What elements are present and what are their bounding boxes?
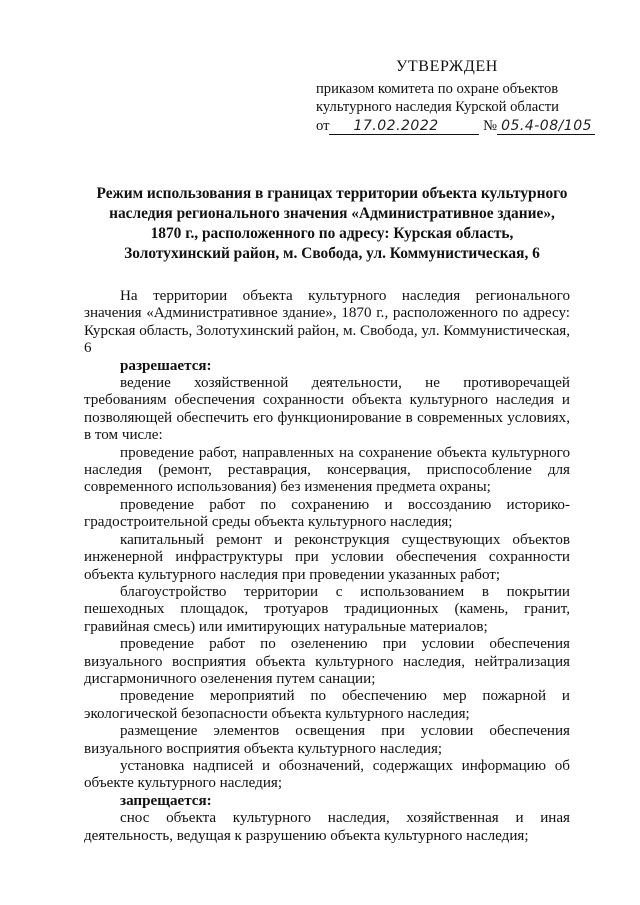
allowed-item: размещение элементов освещения при условии обеспечения визуального восприятия объекта культурного наследия; — [84, 723, 570, 757]
order-date-field — [329, 118, 479, 135]
order-date-number — [316, 118, 595, 136]
intro-paragraph: На территории объекта культурного наследия регионального значения «Административное здание», 1870 г., расположенного по адресу: Курская область, Золотухинский район, м. Свобода, ул. Коммунистическая, 6 — [84, 288, 570, 357]
title-line-1: Режим использования в границах территории объекта культурного — [96, 185, 568, 202]
allowed-item: благоустройство территории с использованием в покрытии пешеходных площадок, тротуаров традиционных (камень, гранит, гравийная смесь) или имитирующих натуральные материалов; — [84, 583, 570, 635]
order-number-field — [497, 118, 595, 135]
forbidden-item: снос объекта культурного наследия, хозяйственная и иная деятельность, ведущая к разрушению объекта культурного наследия; — [84, 810, 570, 844]
allowed-item: проведение работ, направленных на сохранение объекта культурного наследия (ремонт, реставрация, консервация, приспособление для современного использования) без изменения предмета охраны; — [84, 444, 570, 496]
allowed-item: капитальный ремонт и реконструкция существующих объектов инженерной инфраструктуры при условии обеспечения сохранности объекта культурного наследия при проведении указанных работ; — [84, 531, 570, 583]
allowed-heading: разрешается: — [120, 357, 212, 374]
title-line-2: наследия регионального значения «Административное здание», — [109, 205, 555, 222]
order-number-handwritten: 05.4-08/105 — [501, 118, 593, 134]
stamp-order-line-2: культурного наследия Курской области — [316, 99, 559, 115]
allowed-item: ведение хозяйственной деятельности, не противоречащей требованиям обеспечения сохранности объекта культурного наследия и позволяющей обеспечить его функционирование в современных условиях, в том числе: — [84, 375, 570, 444]
number-label: № — [483, 118, 498, 134]
date-label: от — [316, 118, 330, 134]
allowed-item: установка надписей и обозначений, содержащих информацию об объекте культурного наследия; — [84, 757, 570, 792]
approved-heading: УТВЕРЖДЕН — [396, 58, 498, 75]
forbidden-heading: запрещается: — [120, 792, 212, 809]
order-date-handwritten: 17.02.2022 — [353, 118, 439, 134]
document-title — [88, 184, 576, 264]
allowed-item: проведение работ по сохранению и воссозданию историко-градостроительной среды объекта культурного наследия; — [84, 496, 570, 531]
allowed-item: проведение работ по озеленению при условии обеспечения визуального восприятия объекта культурного наследия, нейтрализация дисгармоничного озеленения путем санации; — [84, 636, 570, 687]
title-line-3: 1870 г., расположенного по адресу: Курская область, — [150, 225, 514, 242]
stamp-order-line-1: приказом комитета по охране объектов — [316, 81, 559, 97]
title-line-4: Золотухинский район, м. Свобода, ул. Коммунистическая, 6 — [124, 245, 540, 262]
document-body — [84, 288, 570, 845]
allowed-item: проведение мероприятий по обеспечению мер пожарной и экологической безопасности объекта культурного наследия; — [84, 688, 570, 722]
